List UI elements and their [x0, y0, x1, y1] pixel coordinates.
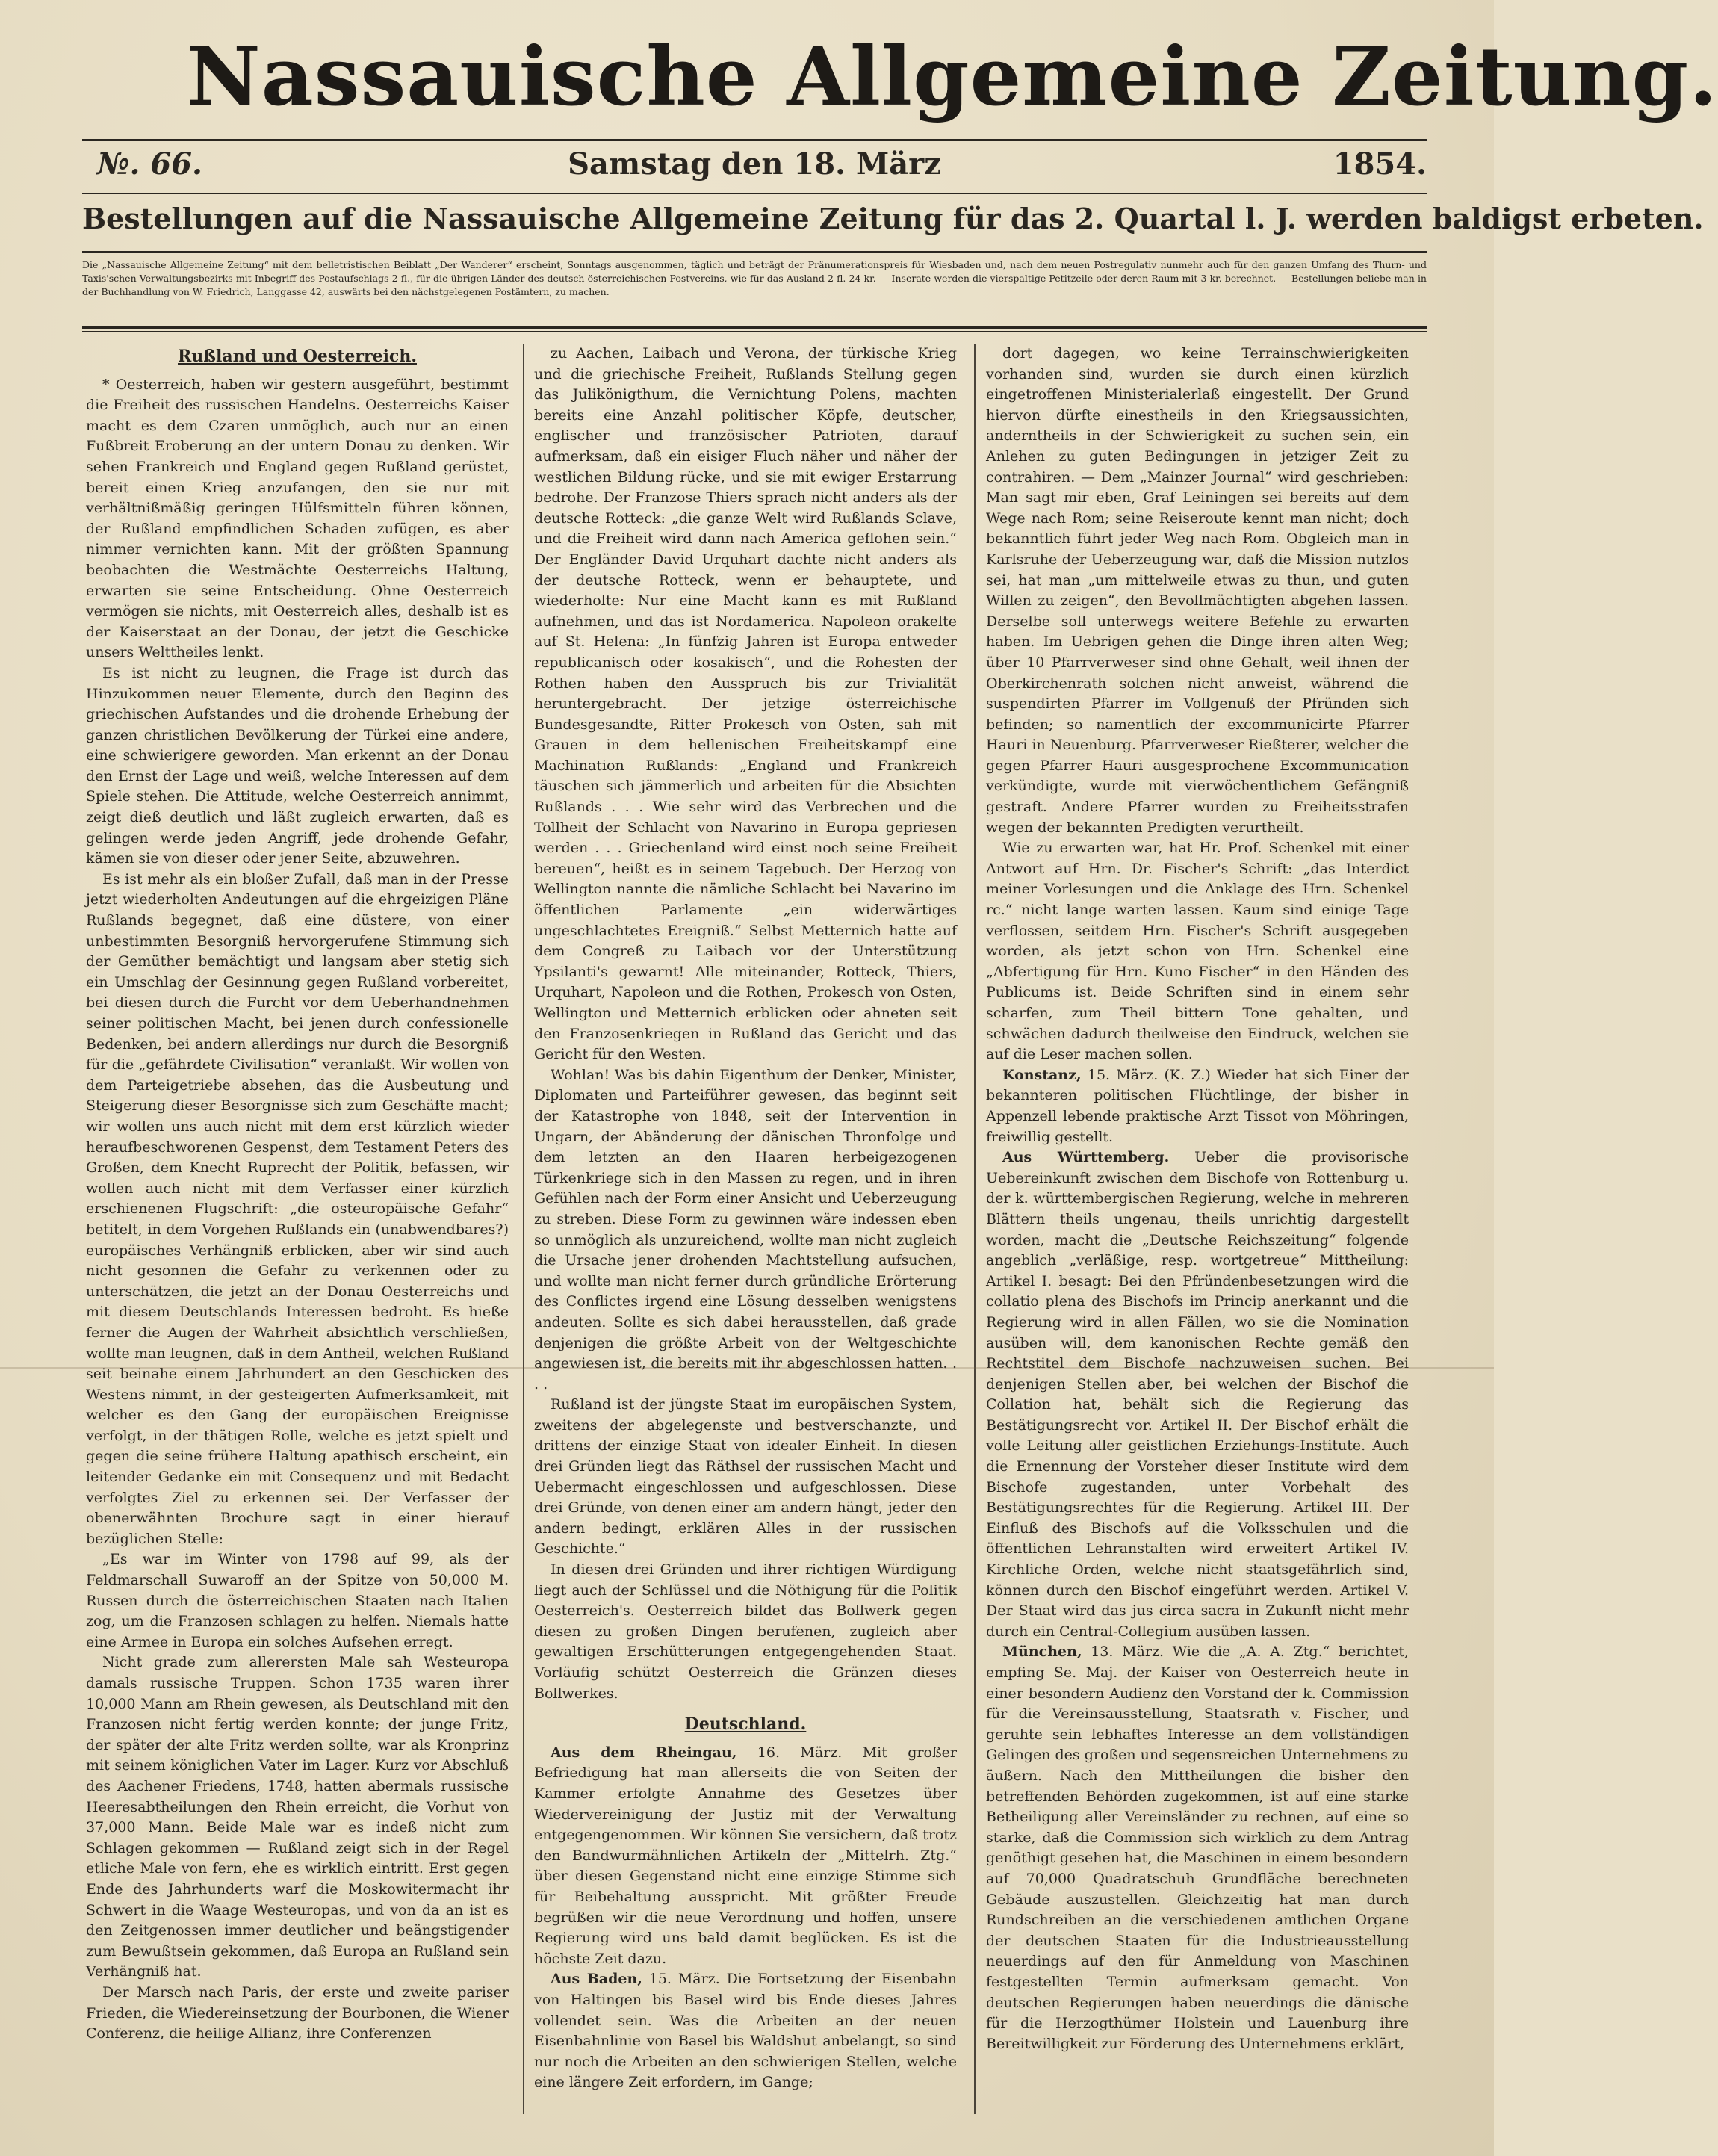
- paragraph: Wohlan! Was bis dahin Eigenthum der Denker, Minister, Diplomaten und Parteiführer gewesen, das beginnt seit der Katastrophe von 1848, seit der Intervention in Ungarn, der Abänderung der dänischen Thronfolge und dem letzten an den Haaren herbeigezogenen Türkenkriege sich in den Massen zu regen, und in ihren Gefühlen nach der Form einer Ansicht und Ueberzeugung zu streben. Diese Form zu gewinnen wäre indessen eben so unmöglich als unzureichend, wollte man nicht zugleich die Ursache jener drohenden Machtstellung aufsuchen, und wollte man nicht ferner durch gründliche Erörterung des Conflictes irgend eine Lösung desselben wenigstens andeuten. Sollte es sich dabei herausstellen, daß grade denjenigen die größte Arbeit von der Weltgeschichte angewiesen ist, die bereits mit ihr abgeschlossen hatten. . . .: [534, 1066, 957, 1393]
- divider: [82, 326, 1427, 329]
- issue-year: 1854.: [1333, 146, 1427, 182]
- divider: [82, 193, 1427, 194]
- dateline-place: Konstanz,: [1002, 1066, 1082, 1083]
- paragraph: Der Marsch nach Paris, der erste und zweite pariser Frieden, die Wiedereinsetzung der Bourbonen, die Wiener Conferenz, die heilige Allianz, ihre Conferenzen: [86, 1983, 509, 2042]
- paragraph: zu Aachen, Laibach und Verona, der türkische Krieg und die griechische Freiheit, Rußlands Stellung gegen das Julikönigthum, die Vernichtung Polens, machten bereits eine Anzahl politischer Köpfe, deutscher, englischer und französischer Patrioten, darauf aufmerksam, daß ein eisiger Fluch näher und näher der westlichen Bildung rücke, und sie mit ewiger Erstarrung bedrohe. Der Franzose Thiers sprach nicht anders als der deutsche Rotteck: „die ganze Welt wird Rußlands Sclave, und die Freiheit wird dann nach America geflohen sein.“ Der Engländer David Urquhart dachte nicht anders als der deutsche Rotteck, wenn er behauptete, und wiederholte: Nur eine Macht kann es mit Rußland aufnehmen, und das ist Nordamerica. Napoleon orakelte auf St. Helena: „In fünfzig Jahren ist Europa entweder republicanisch oder kosakisch“, und die Rohesten der Rothen haben den Ausspruch bis zur Trivialität heruntergebracht. Der jetzige österreichische Bundesgesandte, Ritter Prokesch von Osten, sah mit Grauen in dem hellenischen Freiheitskampf eine Machination Rußlands: „England und Frankreich täuschen sich jämmerlich und arbeiten für die Absichten Rußlands . . . Wie sehr wird das Verbrechen und die Tollheit der Schlacht von Navarino in Europa gepriesen werden . . . Griechenland wird einst noch seine Freiheit bereuen“, heißt es in seinem Tagebuch. Der Herzog von Wellington nannte die nämliche Schlacht bei Navarino im öffentlichen Parlamente „ein widerwärtiges ungeschlachtetes Ereigniß.“ Selbst Metternich hatte auf dem Congreß zu Laibach vor der Unterstützung Ypsilanti's gewarnt! Alle miteinander, Rotteck, Thiers, Urquhart, Napoleon und die Rothen, Prokesch von Osten, Wellington und Metternich erblicken oder ahneten seit den Franzosenkriegen in Rußland das Gericht und das Gericht für den Westen.: [534, 345, 957, 1063]
- paragraph: Wie zu erwarten war, hat Hr. Prof. Schenkel mit einer Antwort auf Hrn. Dr. Fischer's Schrift: „das Interdict meiner Vorlesungen und die Anklage des Hrn. Schenkel rc.“ nicht lange warten lassen. Kaum sind einige Tage verflossen, seitdem Hrn. Fischer's Schrift ausgegeben worden, als jetzt schon von Hrn. Schenkel eine „Abfertigung für Hrn. Kuno Fischer“ in den Händen des Publicums ist. Beide Schriften sind in einem sehr scharfen, zum Theil bittern Tone gehalten, und schwächen dadurch theilweise den Eindruck, welchen sie auf die Leser machen sollen.: [986, 840, 1409, 1063]
- paragraph: * Oesterreich, haben wir gestern ausgeführt, bestimmt die Freiheit des russischen Handelns. Oesterreichs Kaiser macht es dem Czaren unmöglich, auch nur an einen Fußbreit Eroberung an der untern Donau zu denken. Wir sehen Frankreich und England gegen Rußland gerüstet, bereit einen Krieg anzufangen, den sie nur mit verhältnißmäßig geringen Hülfsmitteln führen können, der Rußland empfindlichen Schaden zufügen, es aber nimmer vernichten kann. Mit der größten Spannung beobachten die Westmächte Oesterreichs Haltung, erwarten sie seine Entscheidung. Ohne Oesterreich vermögen sie nichts, mit Oesterreich alles, deshalb ist es der Kaiserstaat an der Donau, der jetzt die Geschicke unsers Welttheiles lenkt.: [86, 376, 509, 661]
- news-item: [986, 1147, 1409, 1642]
- news-item: [986, 1065, 1409, 1147]
- news-text: 13. März. Wie die „A. A. Ztg.“ berichtet, empfing Se. Maj. der Kaiser von Oesterreich heute in einer besondern Audienz den Vorstand der k. Commission für die Vereinsausstellung, Staatsrath v. Fischer, und geruhte sein lebhaftes Interesse an dem vollständigen Gelingen des großen und segensreichen Unternehmens zu äußern. Nach den Mittheilungen die bisher den betreffenden Behörden zugekommen, ist auf eine starke Betheiligung aller Vereinsländer zu rechnen, auf eine so starke, daß die Commission sich wirklich zu dem Antrag genöthigt gesehen hat, die Maschinen in einem besondern auf 70,000 Quadratschuh Grundfläche berechneten Gebäude auszustellen. Gleichzeitig hat man durch Rundschreiben an die verschiedenen amtlichen Organe der deutschen Staaten für die Industrieausstellung neuerdings auf den für Anmeldung von Maschinen festgestellten Termin aufmerksam gemacht. Von deutschen Regierungen haben neuerdings die dänische für die Herzogthümer Holstein und Lauenburg ihre Bereitwilligkeit zur Förderung des Unternehmens erklärt,: [986, 1644, 1409, 2052]
- divider: [82, 139, 1427, 141]
- subscription-notice: Bestellungen auf die Nassauische Allgemeine Zeitung für das 2. Quartal l. J. werden baldigst erbeten.: [82, 202, 1704, 235]
- divider: [82, 331, 1427, 332]
- dateline-place: Aus dem Rheingau,: [551, 1744, 737, 1761]
- column-3: [986, 344, 1409, 2114]
- paragraph: Nicht grade zum allerersten Male sah Westeuropa damals russische Truppen. Schon 1735 waren ihrer 10,000 Mann am Rhein gewesen, als Deutschland mit den Franzosen nicht fertig werden konnte; der junge Fritz, der später der alte Fritz werden sollte, war als Kronprinz mit seinem königlichen Vater im Lager. Kurz vor Abschluß des Aachener Friedens, 1748, hatten abermals russische Heeresabtheilungen den Rhein erreicht, die Vorhut von 37,000 Mann. Beide Male war es indeß nicht zum Schlagen gekommen — Rußland zeigt sich in der Regel etliche Male von fern, ehe es wirklich eintritt. Erst gegen Ende des Jahrhunderts warf die Moskowitermacht ihr Schwert in die Waage Westeuropas, und von da an ist es den Zeitgenossen immer deutlicher und beängstigender zum Bewußtsein gekommen, daß Europa an Rußland sein Verhängniß hat.: [86, 1654, 509, 1980]
- column-divider: [974, 344, 976, 2114]
- issue-date: Samstag den 18. März: [568, 146, 941, 182]
- paragraph: Es ist mehr als ein bloßer Zufall, daß man in der Presse jetzt wiederholten Andeutungen auf die ehrgeizigen Pläne Rußlands begegnet, daß eine düstere, von einer unbestimmten Besorgniß hervorgerufene Stimmung sich der Gemüther bemächtigt und langsam aber stetig sich ein Umschlag der Gesinnung gegen Rußland vorbereitet, bei diesen durch die Furcht vor dem Ueberhandnehmen seiner politischen Macht, bei jenen durch confessionelle Bedenken, bei andern allerdings nur durch die Besorgniß für die „gefährdete Civilisation“ veranlaßt. Wir wollen von dem Parteigetriebe absehen, das die Ausbeutung und Steigerung dieser Besorgnisse sich zum Geschäfte macht; wir wollen uns auch nicht mit dem erst kürzlich wieder heraufbeschworenen Gespenst, dem Testament Peters des Großen, dem Knecht Ruprecht der Politik, befassen, wir wollen auch nicht mit dem Verfasser einer kürzlich erschienenen Flugschrift: „die osteuropäische Gefahr“ betitelt, in dem Vorgehen Rußlands ein (unabwendbares?) europäisches Verhängniß erblicken, aber wir sind auch nicht gesonnen die Gefahr zu verkennen oder zu unterschätzen, die jetzt an der Donau Oesterreichs und mit diesem Deutschlands Interessen bedroht. Es hieße ferner die Augen der Wahrheit absichtlich verschließen, wollte man leugnen, daß in dem Antheil, welchen Rußland seit beinahe einem Jahrhundert an den Geschicken des Westens nimmt, in der gesteigerten Aufmerksamkeit, mit welcher es den Gang der europäischen Ereignisse verfolgt, in der thätigen Rolle, welche es jetzt spielt und gegen die seine frühere Haltung apathisch erscheint, ein leitender Gedanke ein mit Consequenz und mit Bedacht verfolgtes Ziel zu erkennen sei. Der Verfasser der obenerwähnten Brochure sagt in einer hierauf bezüglichen Stelle:: [86, 870, 509, 1547]
- section-headline: Deutschland.: [684, 1714, 807, 1735]
- dateline: [82, 146, 1427, 191]
- masthead-title: Nassauische Allgemeine Zeitung.: [187, 30, 1718, 124]
- paragraph: In diesen drei Gründen und ihrer richtigen Würdigung liegt auch der Schlüssel und die Nöthigung für die Politik Oesterreich's. Oesterreich bildet das Bollwerk gegen diesen zu großen Dingen berufenen, zugleich aber gewaltigen Erschütterungen entgegengehenden Staat. Vorläufig schützt Oesterreich die Gränzen dieses Bollwerkes.: [534, 1561, 957, 1702]
- paragraph: Rußland ist der jüngste Staat im europäischen System, zweitens der abgelegenste und bestverschanzte, und drittens der einzige Staat von idealer Einheit. In diesen drei Gründen liegt das Räthsel der russischen Macht und Uebermacht eingeschlossen und aufgeschlossen. Diese drei Gründe, von denen einer am andern hängt, jeder den andern bedingt, erklären Alles in der russischen Geschichte.“: [534, 1396, 957, 1558]
- news-text: 16. März. Mit großer Befriedigung hat man allerseits die von Seiten der Kammer erfolgte Annahme des Gesetzes über Wiedervereinigung der Justiz mit der Verwaltung entgegengenommen. Wir können Sie versichern, daß trotz den Bandwurmähnlichen Artikeln der „Mittelrh. Ztg.“ über diesen Gegenstand nicht eine einzige Stimme sich für Beibehaltung ausspricht. Mit größter Freude begrüßen wir die neue Verordnung und hoffen, unsere Regierung wird uns bald damit beglücken. Es ist die höchste Zeit dazu.: [534, 1744, 957, 1967]
- column-1: [86, 344, 509, 2114]
- news-item: [534, 1743, 957, 1970]
- dateline-place: Aus Baden,: [551, 1971, 642, 1988]
- article-headline: Rußland und Oesterreich.: [178, 347, 417, 366]
- paragraph: dort dagegen, wo keine Terrainschwierigkeiten vorhanden sind, wurden sie durch einen kürzlich eingetroffenen Ministerialerlaß eingestellt. Der Grund hiervon dürfte einestheils in den Kriegsaussichten, anderntheils in der Schwierigkeit zu suchen sein, ein Anlehen zu guten Bedingungen in jetziger Zeit zu contrahiren. — Dem „Mainzer Journal“ wird geschrieben: Man sagt mir eben, Graf Leiningen sei bereits auf dem Wege nach Rom; seine Reiseroute kennt man nicht; doch bekanntlich führt jeder Weg nach Rom. Obgleich man in Karlsruhe der Ueberzeugung war, daß die Mission nutzlos sei, hat man „um mittelweile etwas zu thun, und guten Willen zu zeigen“, den Bevollmächtigten abgehen lassen. Derselbe soll unterwegs weitere Befehle zu erwarten haben. Im Uebrigen gehen die Dinge ihren alten Weg; über 10 Pfarrverweser sind ohne Gehalt, weil ihnen der Oberkirchenrath solchen nicht anweist, während die suspendirten Pfarrer im Vollgenuß der Pfründen sich befinden; so namentlich der excommunicirte Pfarrer Hauri in Neuenburg. Pfarrverweser Rießterer, welcher die gegen Pfarrer Hauri ausgesprochene Excommunication verkündigte, wurde mit vierwöchentlichem Gefängniß gestraft. Andere Pfarrer wurden zu Freiheitsstrafen wegen der bekannten Predigten verurtheilt.: [986, 345, 1409, 836]
- news-item: [986, 1642, 1409, 2054]
- divider: [82, 251, 1427, 253]
- paragraph: Es ist nicht zu leugnen, die Frage ist durch das Hinzukommen neuer Elemente, durch den Beginn des griechischen Aufstandes und die drohende Erhebung der ganzen christlichen Bevölkerung der Türkei eine andere, eine schwierigere geworden. Man erkennt an der Donau den Ernst der Lage und weiß, welche Interessen auf dem Spiele stehen. Die Attitude, welche Oesterreich annimmt, zeigt dieß deutlich und läßt zugleich erwarten, daß es gelingen werde jeden Angriff, jede drohende Gefahr, kämen sie von dieser oder jener Seite, abzuwehren.: [86, 664, 509, 867]
- news-text: 15. März. (K. Z.) Wieder hat sich Einer der bekannteren politischen Flüchtlinge, der bisher in Appenzell lebende praktische Arzt Tissot von Möhringen, freiwillig gestellt.: [986, 1066, 1409, 1145]
- paragraph: „Es war im Winter von 1798 auf 99, als der Feldmarschall Suwaroff an der Spitze von 50,000 M. Russen durch die österreichischen Staaten nach Italien zog, um die Franzosen schlagen zu helfen. Niemals hatte eine Armee in Europa ein solches Aufsehen erregt.: [86, 1551, 509, 1650]
- column-divider: [523, 344, 524, 2114]
- paper-fold: [0, 1367, 1494, 1369]
- news-item: [534, 1969, 957, 2093]
- column-2: [534, 344, 957, 2114]
- issue-number: №. 66.: [97, 146, 202, 182]
- news-text: 15. März. Die Fortsetzung der Eisenbahn von Haltingen bis Basel wird bis Ende dieses Jahres vollendet sein. Was die Arbeiten an der neuen Eisenbahnlinie von Basel bis Waldshut anbelangt, so sind nur noch die Arbeiten an den schwierigen Stellen, welche eine längere Zeit erfordern, im Gange;: [534, 1971, 957, 2091]
- dateline-place: Aus Württemberg.: [1002, 1149, 1170, 1166]
- publication-terms: Die „Nassauische Allgemeine Zeitung“ mit dem belletristischen Beiblatt „Der Wanderer“ erscheint, Sonntags ausgenommen, täglich und beträgt der Pränumerationspreis für Wiesbaden und, nach dem neuen Postregulativ nunmehr auch für den ganzen Umfang des Thurn- und Taxis'schen Verwaltungsbezirks mit Inbegriff des Postaufschlags 2 fl., für die übrigen Länder des deutsch-österreichischen Postvereins, wie für das Ausland 2 fl. 24 kr. — Inserate werden die vierspaltige Petitzeile oder deren Raum mit 3 kr. berechnet. — Bestellungen beliebe man in der Buchhandlung von W. Friedrich, Langgasse 42, auswärts bei den nächstgelegenen Postämtern, zu machen.: [82, 259, 1427, 297]
- news-text: Ueber die provisorische Uebereinkunft zwischen dem Bischofe von Rottenburg u. der k. württembergischen Regierung, welche in mehreren Blättern theils ungenau, theils unrichtig dargestellt worden, macht die „Deutsche Reichszeitung“ folgende angeblich „verläßige, resp. wortgetreue“ Mittheilung: Artikel I. besagt: Bei den Pfründenbesetzungen wird die collatio plena des Bischofs im Princip anerkannt und die Regierung wird in allen Fällen, wo sie die Nomination ausüben will, dem kanonischen Rechte gemäß den Rechtstitel dem Bischofe nachzuweisen suchen. Bei denjenigen Stellen aber, bei welchen der Bischof die Collation hat, behält sich die Regierung das Bestätigungsrecht vor. Artikel II. Der Bischof erhält die volle Leitung aller geistlichen Erziehungs-Institute. Auch die Ernennung der Vorsteher dieser Institute wird dem Bischofe zugestanden, unter Vorbehalt des Bestätigungsrechtes für die Regierung. Artikel III. Der Einfluß des Bischofs auf die Volksschulen und die öffentlichen Lehranstalten wird erweitert Artikel IV. Kirchliche Orden, welche nicht staatsgefährlich sind, können durch den Bischof eingeführt werden. Artikel V. Der Staat wird das jus circa sacra in Zukunft nicht mehr durch ein Central-Collegium ausüben lassen.: [986, 1149, 1409, 1640]
- dateline-place: München,: [1002, 1644, 1082, 1661]
